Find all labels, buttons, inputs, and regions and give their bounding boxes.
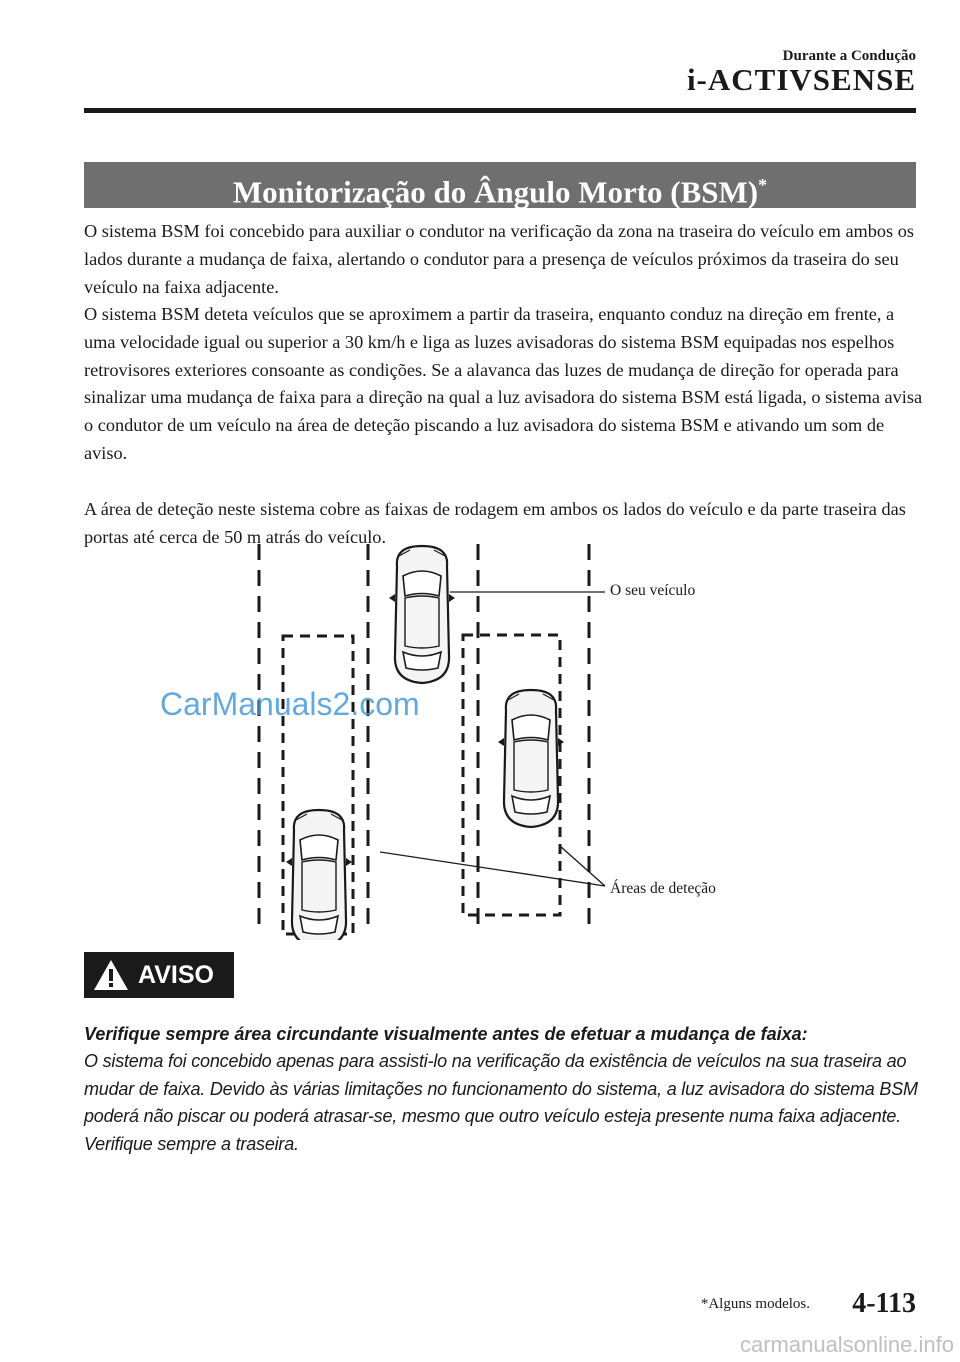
running-header-section: Durante a Condução — [782, 48, 916, 64]
paragraph-purpose: O sistema BSM foi concebido para auxiliar o condutor na verificação da zona na traseira do veículo em ambos os lados durante a mudança de faixa, alertando o condutor para a presença de veículos próximos da traseira do seu veículo na faixa adjacente. — [84, 221, 914, 297]
section-title: Monitorização do Ângulo Morto (BSM) — [232, 174, 759, 210]
paragraph-detection-area: A área de deteção neste sistema cobre as faixas de rodagem em ambos os lados do veículo e da parte traseira das portas até cerca de 50 m atrás do veículo. — [84, 499, 906, 547]
page-number: 4-113 — [852, 1288, 916, 1319]
warning-badge — [84, 952, 234, 998]
warning-badge-label: AVISO — [138, 960, 214, 989]
header-rule — [84, 108, 916, 113]
watermark-text: CarManuals2.com — [160, 686, 420, 722]
paragraph-operation: O sistema BSM deteta veículos que se aproximem a partir da traseira, enquanto conduz na direção em frente, a uma velocidade igual ou superior a 30 km/h e liga as luzes avisadoras do sistema BSM equipadas nos espelhos retrovisores exteriores consoante as condições. Se a alavanca das luzes de mudança de direção for operada para sinalizar uma mudança de faixa para a direção na qual a luz avisadora do sistema BSM está ligada, o sistema avisa o condutor de um veículo na área de deteção piscando a luz avisadora do sistema BSM e ativando um som de aviso. — [84, 304, 923, 463]
running-header-chapter: i-ACTIVSENSE — [686, 62, 916, 97]
bsm-detection-diagram — [230, 540, 790, 940]
footnote: *Alguns modelos. — [700, 1296, 810, 1312]
warning-heading: Verifique sempre área circundante visualmente antes de efetuar a mudança de faixa: — [84, 1024, 808, 1044]
section-title-banner — [84, 162, 916, 208]
own-vehicle-label: O seu veículo — [610, 582, 696, 599]
optional-equipment-marker: * — [758, 175, 768, 195]
warning-triangle-icon — [92, 958, 130, 992]
detection-areas-label: Áreas de deteção — [610, 880, 716, 897]
warning-body: O sistema foi concebido apenas para assisti-lo na verificação da existência de veículos na sua traseira ao mudar de faixa. Devido às várias limitações no funcionamento do sistema, a luz avisadora do sistema BSM poderá não piscar ou poderá atrasar-se, mesmo que outro veículo esteja presente numa faixa adjacente. Verifique sempre a traseira. — [84, 1051, 918, 1154]
footer-watermark: carmanualsonline.info — [739, 1332, 954, 1357]
